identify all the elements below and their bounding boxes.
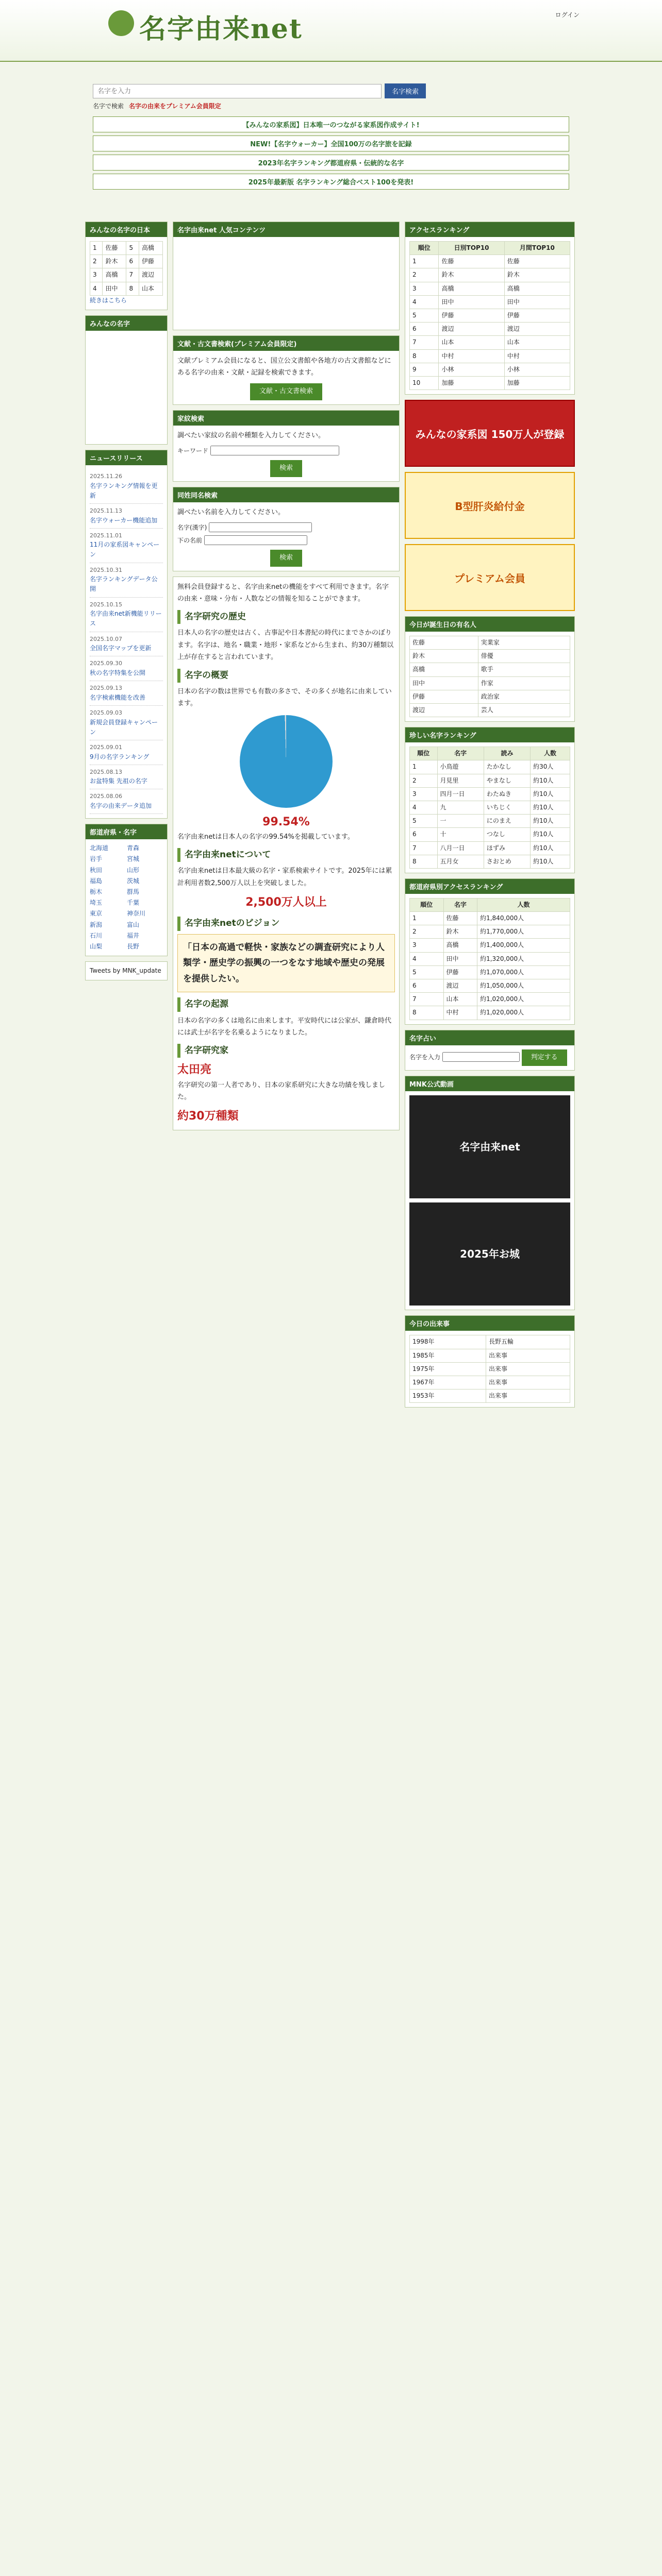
category-box — [173, 222, 400, 330]
meaning-heading: 名字の起源 — [177, 997, 395, 1011]
outline-text: 日本の名字の数は世界でも有数の多さで、その多くが地名に由来しています。 — [177, 687, 392, 708]
pref-link[interactable]: 秋田 — [90, 866, 103, 874]
uranai-box — [405, 1030, 575, 1071]
notice-4[interactable]: 2025年最新版 名字ランキング総合ベスト100を発表! — [93, 174, 569, 190]
news-item[interactable]: 2025.10.15 名字由来net新機能リリース — [90, 598, 163, 632]
researcher-text: 名字研究の第一人者であり、日本の家系研究に大きな功績を残しました。 — [177, 1081, 386, 1101]
ranking-box — [85, 222, 168, 310]
coverage-percent: 99.54% — [262, 815, 310, 828]
news-item[interactable]: 2025.08.06 名字の由来データ追加 — [90, 789, 163, 814]
news-item[interactable]: 2025.11.13 名字ウォーカー機能追加 — [90, 504, 163, 529]
site-logo[interactable]: 名字由来net — [139, 13, 303, 45]
pref-link[interactable]: 茨城 — [127, 877, 140, 885]
research-heading: 名字研究の歴史 — [177, 610, 395, 624]
keyword-label: キーワード — [177, 447, 209, 454]
family-tree-banner[interactable]: みんなの家系図 150万人が登録 — [405, 400, 575, 467]
news-title: ニュースリリース — [86, 450, 167, 465]
surname-input[interactable] — [209, 522, 312, 532]
about-text: 名字由来netは日本最大級の名字・家系検索サイトです。2025年には累計利用者数2,500万人以上を突破しました。 — [177, 867, 392, 887]
samename-box — [173, 487, 400, 571]
right-column — [405, 222, 575, 1408]
pref-link[interactable]: 群馬 — [127, 888, 140, 895]
twitter-box — [85, 961, 168, 980]
uranai-button[interactable]: 判定する — [522, 1049, 567, 1066]
coverage-pie — [240, 715, 333, 808]
samename-title: 同姓同名検索 — [173, 487, 399, 502]
pref-link[interactable]: 新潟 — [90, 921, 103, 928]
pref-link[interactable]: 山梨 — [90, 942, 103, 950]
premium-label[interactable]: 名字の由来をプレミアム会員限定 — [129, 103, 221, 110]
history-title: 今日の出来事 — [405, 1316, 574, 1331]
access-title: アクセスランキング — [405, 222, 574, 237]
news-item[interactable]: 2025.10.31 名字ランキングデータ公開 — [90, 563, 163, 598]
history-table: 1998年 長野五輪 1985年 出来事 1975年 出来事 1967年 出来事 1953年 出来事 — [409, 1335, 570, 1403]
outline-heading: 名字の概要 — [177, 669, 395, 683]
given-label: 下の名前 — [177, 536, 203, 544]
rare-table: 順位 名字 読み 人数 1 小鳥遊 たかなし 約30人 2 月見里 やまなし 約10人 3 四月一日 わたぬき 約10人 4 九 いちじく 約10人 5 一 にのまえ 約10人 6 十 つなし 約10人 7 八月一日 ほずみ 約10人 8 五月女 さおとめ 約10人 — [409, 747, 570, 869]
news-item[interactable]: 2025.10.07 全国名字マップを更新 — [90, 632, 163, 657]
birthday-box — [405, 616, 575, 722]
video-box — [405, 1076, 575, 1310]
birthday-table: 佐藤 実業家 鈴木 俳優 高橋 歌手 田中 作家 伊藤 政治家 渡辺 芸人 — [409, 636, 570, 717]
search-mode[interactable]: 名字で検索 — [93, 103, 124, 110]
intro-text: 無料会員登録すると、名字由来netの機能をすべて利用できます。名字の由来・意味・分布・人数などの情報を知ることができます。 — [177, 583, 389, 603]
notice-2[interactable]: NEW!【名字ウォーカー】全国100万の名字旅を記録 — [93, 135, 569, 151]
access-table: 順位 日別TOP10 月間TOP10 1 佐藤 佐藤 2 鈴木 鈴木 3 高橋 高橋 4 田中 田中 5 伊藤 伊藤 6 渡辺 渡辺 7 山本 山本 8 中村 中村 9 小林 小林 10 加藤 加藤 — [409, 241, 570, 390]
news-item[interactable]: 2025.09.03 新規会員登録キャンペーン — [90, 706, 163, 740]
pop-title: 都道府県別アクセスランキング — [405, 879, 574, 894]
news-box — [85, 450, 168, 819]
pref-link[interactable]: 富山 — [127, 921, 140, 928]
notice-1[interactable]: 【みんなの家系図】日本唯一のつながる家系図作成サイト! — [93, 116, 569, 132]
pref-link[interactable]: 福島 — [90, 877, 103, 885]
main-column — [173, 222, 400, 1408]
pref-link[interactable]: 青森 — [127, 844, 140, 852]
notice-3[interactable]: 2023年名字ランキング都道府県・伝統的な名字 — [93, 155, 569, 171]
special-search-box — [173, 335, 400, 405]
pref-link[interactable]: 長野 — [127, 942, 140, 950]
people-box — [85, 315, 168, 445]
uranai-input[interactable] — [442, 1052, 520, 1062]
news-item[interactable]: 2025.11.01 11月の家系図キャンペーン — [90, 529, 163, 563]
video-player-2[interactable]: 2025年お城 — [409, 1202, 570, 1306]
content-box — [173, 577, 400, 1130]
video-title: MNK公式動画 — [405, 1076, 574, 1091]
history-box — [405, 1315, 575, 1408]
uranai-title: 名字占い — [405, 1030, 574, 1045]
ranking-table: 1 佐藤 5 高橋 2 鈴木 6 伊藤 3 高橋 7 渡辺 4 田中 8 山本 — [90, 241, 163, 296]
premium-search-button[interactable]: 文献・古文書検索 — [250, 383, 322, 400]
family-search-button[interactable]: 検索 — [270, 460, 302, 477]
family-text: 調べたい家紋の名前や種類を入力してください。 — [177, 431, 325, 439]
samename-text: 調べたい名前を入力してください。 — [177, 508, 285, 516]
site-header — [0, 0, 662, 62]
surname-label: 名字(漢字) — [177, 524, 207, 532]
pref-link[interactable]: 岩手 — [90, 855, 103, 863]
pop-table: 順位 名字 人数 1 佐藤 約1,840,000人 2 鈴木 約1,770,000人 3 高橋 約1,400,000人 4 田中 約1,320,000人 5 伊藤 約1,070,000人 6 渡辺 約1,050,000人 7 山本 約1,020,000人 8 中村 約1,020,000人 — [409, 898, 570, 1020]
surname-count: 約30万種類 — [177, 1110, 239, 1123]
pref-link[interactable]: 山形 — [127, 866, 140, 874]
family-title: 家紋検索 — [173, 411, 399, 426]
twitter-title[interactable]: Tweets by MNK_update — [90, 967, 161, 975]
more-link[interactable]: 続きはこちら — [90, 296, 127, 304]
pref-link[interactable]: 石川 — [90, 931, 103, 939]
research-text: 日本人の名字の歴史は古く、古事記や日本書紀の時代にまでさかのぼります。名字は、地名・職業・地形・家系などから生まれ、約30万種類以上が存在すると言われています。 — [177, 629, 394, 662]
pref-link[interactable]: 東京 — [90, 910, 103, 918]
pop-ranking-box — [405, 878, 575, 1025]
samename-button[interactable]: 検索 — [270, 550, 302, 567]
pref-link[interactable]: 福井 — [127, 931, 140, 939]
search-button[interactable]: 名字検索 — [385, 83, 426, 98]
rare-ranking-box — [405, 727, 575, 873]
ranking-title: みんなの名字の日本 — [86, 222, 167, 237]
users-count: 2,500万人以上 — [245, 896, 327, 909]
pref-link[interactable]: 北海道 — [90, 844, 109, 852]
keyword-input[interactable] — [210, 446, 339, 455]
category-title: 名字由来net 人気コンテンツ — [173, 222, 399, 237]
left-column — [85, 222, 168, 1408]
pref-link[interactable]: 栃木 — [90, 888, 103, 895]
search-bar — [93, 83, 505, 110]
special-text: 文献プレミアム会員になると、国立公文書館や各地方の古文書館などにある名字の由来・文献・記録を検索できます。 — [177, 357, 391, 377]
news-item[interactable]: 2025.08.13 お盆特集 先祖の名字 — [90, 765, 163, 790]
news-item[interactable]: 2025.09.01 9月の名字ランキング — [90, 740, 163, 765]
access-ranking-box — [405, 222, 575, 395]
family-crest-box — [173, 410, 400, 482]
hepatitis-banner[interactable]: B型肝炎給付金 — [405, 472, 575, 539]
premium-banner[interactable]: プレミアム会員 — [405, 544, 575, 611]
given-input[interactable] — [204, 535, 307, 545]
rare-title: 珍しい名字ランキング — [405, 727, 574, 742]
people-title: みんなの名字 — [86, 316, 167, 331]
login-link[interactable]: ログイン — [555, 11, 580, 19]
percent-text: 名字由来netは日本人の名字の99.54%を掲載しています。 — [177, 833, 354, 841]
about-heading: 名字由来netについて — [177, 848, 395, 862]
news-item[interactable]: 2025.09.30 秋の名字特集を公開 — [90, 656, 163, 681]
pref-link[interactable]: 千葉 — [127, 899, 140, 907]
vision-heading: 名字由来netのビジョン — [177, 917, 395, 930]
special-title: 文献・古文書検索(プレミアム会員限定) — [173, 336, 399, 351]
logo-icon — [108, 10, 134, 36]
pref-link[interactable]: 宮城 — [127, 855, 140, 863]
news-item[interactable]: 2025.11.26 名字ランキング情報を更新 — [90, 469, 163, 504]
news-item[interactable]: 2025.09.13 名字検索機能を改善 — [90, 681, 163, 706]
pref-box — [85, 824, 168, 956]
vision-text: 「日本の高過で軽快・家族などの調査研究により人類学・歴史学の振興の一つをなす地域や歴史の発展を提供したい。 — [177, 934, 395, 993]
uranai-label: 名字を入力 — [409, 1053, 441, 1061]
video-player-1[interactable]: 名字由来net — [409, 1095, 570, 1198]
pref-link[interactable]: 神奈川 — [127, 910, 146, 918]
pref-title: 都道府県・名字 — [86, 824, 167, 839]
pref-link[interactable]: 埼玉 — [90, 899, 103, 907]
researcher-heading: 名字研究家 — [177, 1044, 395, 1058]
researcher-name: 太田亮 — [177, 1063, 212, 1077]
search-input[interactable] — [93, 84, 382, 98]
meaning-text: 日本の名字の多くは地名に由来します。平安時代には公家が、鎌倉時代には武士が名字を名乗るようになりました。 — [177, 1016, 391, 1037]
birthday-title: 今日が誕生日の有名人 — [405, 617, 574, 632]
